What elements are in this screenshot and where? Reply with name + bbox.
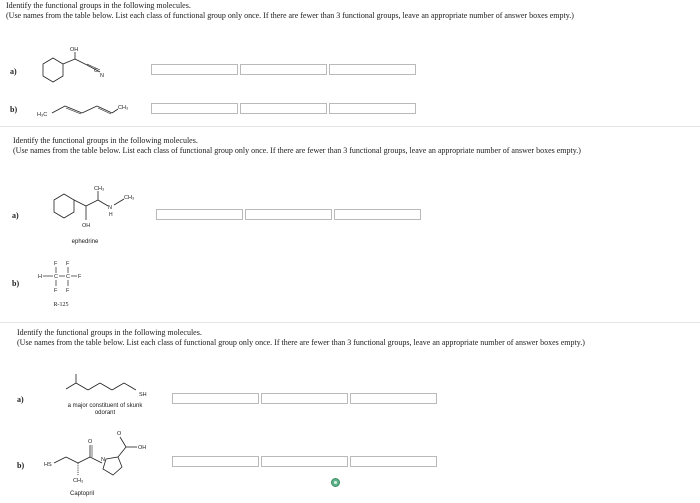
atom-label: C	[66, 274, 70, 280]
molecule-thiol	[60, 369, 160, 401]
part-label-b: b)	[12, 279, 20, 288]
section-instructions: (Use names from the table below. List each class of functional group only once. If there are fewer than 3 functional groups, leave an appropriate number of answer boxes empty.)	[6, 11, 574, 20]
hint-icon[interactable]	[331, 478, 340, 487]
molecule-r125	[30, 255, 100, 299]
molecule-hydroxynitrile	[30, 44, 130, 94]
atom-label: H₃C	[37, 112, 48, 118]
part-label-a: a)	[10, 67, 17, 76]
answer-box[interactable]	[156, 209, 243, 220]
answer-box[interactable]	[261, 456, 348, 467]
section-instructions: (Use names from the table below. List each class of functional group only once. If there are fewer than 3 functional groups, leave an appropriate number of answer boxes empty.)	[17, 338, 585, 347]
atom-label: OH	[138, 445, 147, 451]
atom-label: CH₃	[94, 186, 105, 192]
atom-label: CH₃	[118, 105, 129, 111]
answer-box[interactable]	[350, 393, 437, 404]
answer-row-1a	[151, 64, 418, 75]
atom-label: F	[54, 288, 58, 294]
answer-box[interactable]	[240, 103, 327, 114]
answer-box[interactable]	[151, 64, 238, 75]
atom-label: OH	[70, 47, 79, 53]
answer-box[interactable]	[350, 456, 437, 467]
part-label-b: b)	[10, 105, 18, 114]
atom-label: CH₃	[124, 195, 135, 201]
question-section-1	[0, 0, 700, 125]
atom-label: C	[54, 274, 58, 280]
atom-label: F	[54, 261, 58, 267]
answer-box[interactable]	[334, 209, 421, 220]
molecule-diene	[30, 98, 140, 120]
answer-box[interactable]	[172, 393, 259, 404]
part-label-a: a)	[17, 395, 24, 404]
answer-box[interactable]	[245, 209, 332, 220]
molecule-caption: ephedrine	[71, 239, 99, 245]
molecule-ephedrine	[40, 183, 150, 239]
answer-row-3a	[172, 393, 439, 404]
atom-label: F	[78, 274, 82, 280]
molecule-caption: a major constituent of skunk odorant	[67, 403, 143, 416]
atom-label: SH	[139, 392, 147, 398]
answer-box[interactable]	[261, 393, 348, 404]
answer-box[interactable]	[172, 456, 259, 467]
part-label-a: a)	[12, 211, 19, 220]
answer-box[interactable]	[329, 64, 416, 75]
section-1-heading	[6, 1, 696, 21]
question-section-3	[0, 322, 700, 503]
section-title: Identify the functional groups in the following molecules.	[17, 328, 202, 337]
atom-label: N	[100, 73, 104, 79]
atom-label: F	[66, 261, 70, 267]
part-label-b: b)	[17, 461, 25, 470]
answer-row-2a	[156, 209, 423, 220]
answer-box[interactable]	[151, 103, 238, 114]
answer-row-3b	[172, 456, 439, 467]
section-3-heading	[17, 328, 695, 348]
section-title: Identify the functional groups in the following molecules.	[13, 136, 198, 145]
atom-label: H	[109, 212, 113, 218]
atom-label: N	[101, 457, 105, 463]
answer-box[interactable]	[329, 103, 416, 114]
section-2-heading	[13, 136, 693, 156]
atom-label: CH₃	[73, 478, 84, 484]
answer-row-1b	[151, 103, 418, 114]
atom-label: O	[88, 439, 93, 445]
answer-box[interactable]	[240, 64, 327, 75]
atom-label: N	[108, 205, 112, 211]
atom-label: HS	[44, 462, 52, 468]
atom-label: F	[66, 288, 70, 294]
question-section-2	[0, 126, 700, 322]
section-title: Identify the functional groups in the following molecules.	[6, 1, 191, 10]
molecule-captopril	[40, 423, 170, 485]
molecule-caption: Captopril	[69, 491, 94, 497]
atom-label: H	[38, 274, 42, 280]
atom-label: O	[117, 431, 122, 437]
atom-label: OH	[82, 223, 91, 229]
molecule-caption: R-125	[53, 302, 69, 308]
section-instructions: (Use names from the table below. List each class of functional group only once. If there are fewer than 3 functional groups, leave an appropriate number of answer boxes empty.)	[13, 146, 581, 155]
atom-label: C	[94, 68, 98, 74]
